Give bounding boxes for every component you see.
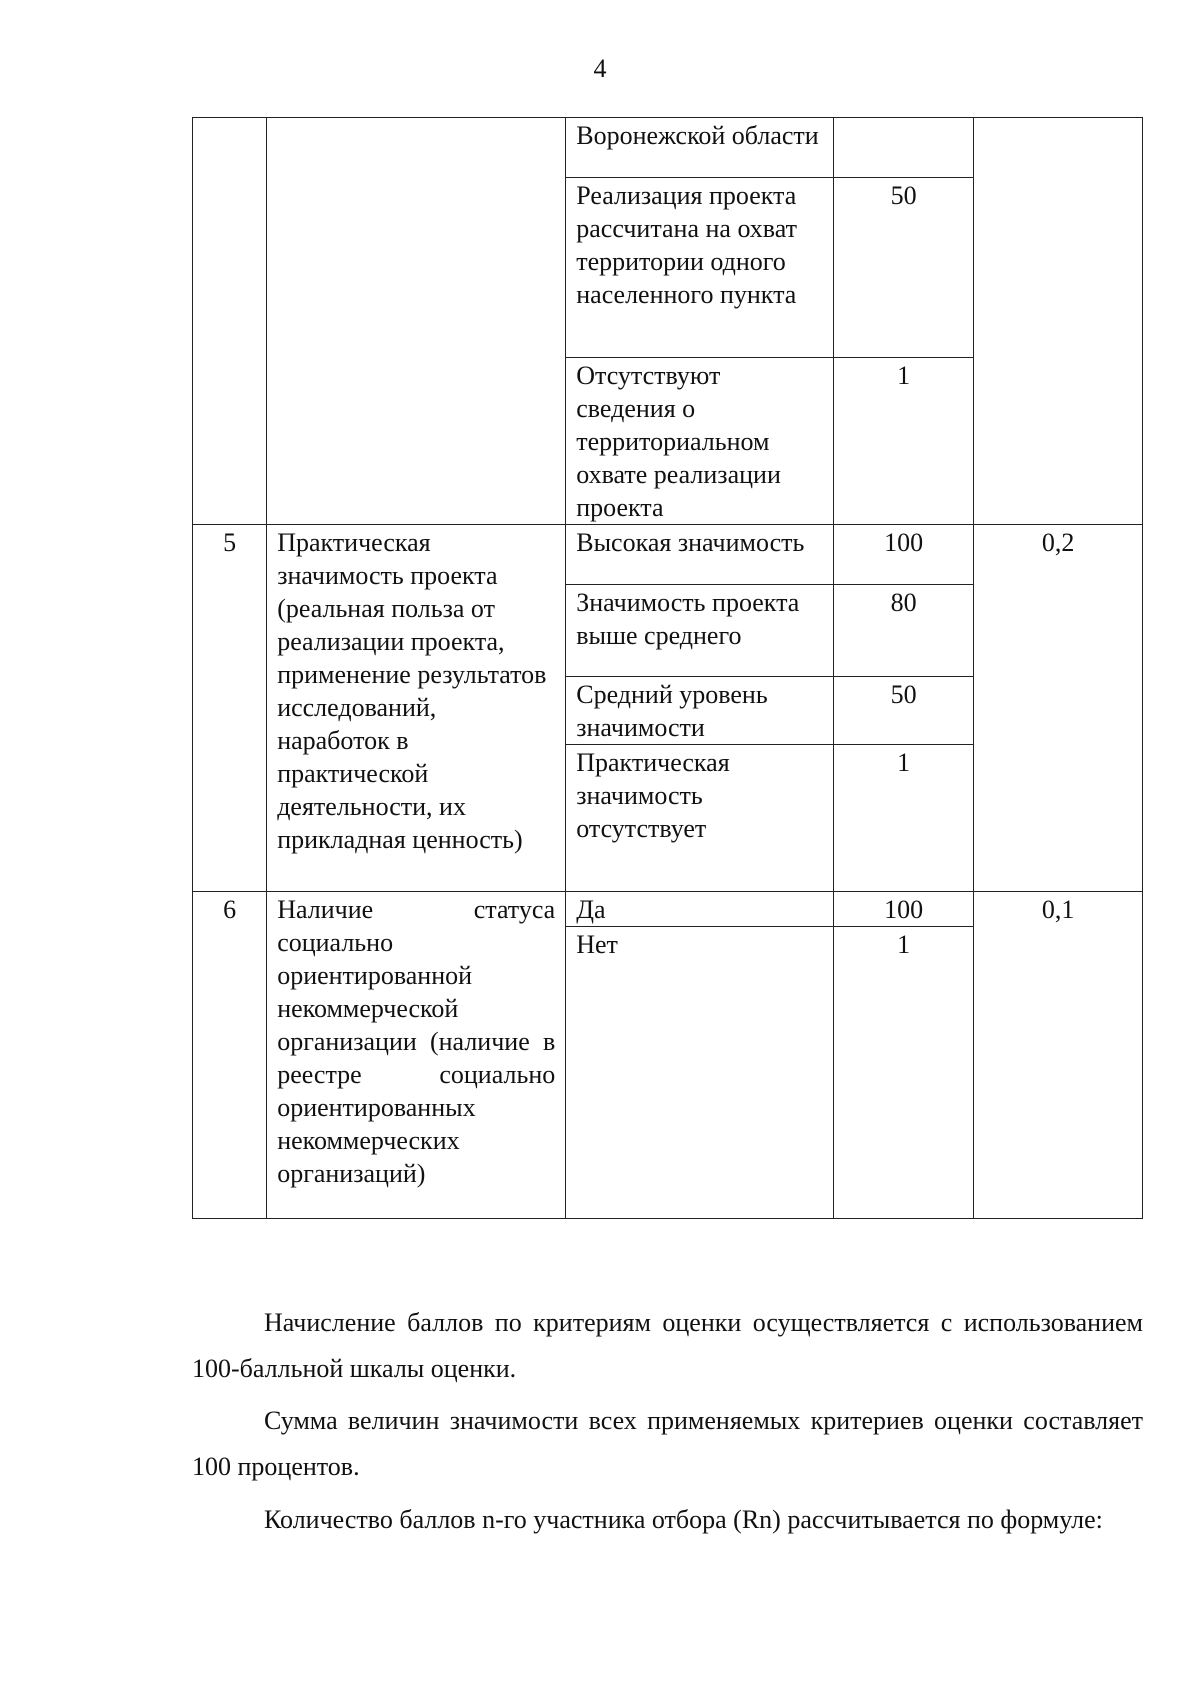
table-row bbox=[193, 892, 1143, 927]
paragraph-text: Сумма величин значимости всех применяемых критериев оценки составляет 100 процентов. bbox=[192, 1406, 1143, 1481]
option-label: Нет bbox=[566, 927, 834, 1219]
weight-cell: 0,2 bbox=[974, 525, 1143, 892]
table-row bbox=[193, 118, 1143, 178]
option-label: Практическая значимость отсутствует bbox=[566, 745, 834, 892]
paragraph bbox=[192, 1398, 1143, 1490]
paragraph bbox=[192, 1300, 1143, 1392]
row-number: 6 bbox=[193, 892, 267, 1219]
option-points: 100 bbox=[833, 892, 974, 927]
option-points: 1 bbox=[833, 745, 974, 892]
page-number: 4 bbox=[593, 54, 607, 83]
table-row bbox=[193, 525, 1143, 585]
paragraph-text: Количество баллов n-го участника отбора (Rn) рассчитывается по формуле: bbox=[264, 1505, 1103, 1534]
option-points: 50 bbox=[833, 677, 974, 745]
criterion-word: Наличие bbox=[277, 895, 374, 924]
row-number: 5 bbox=[193, 525, 267, 892]
row-number bbox=[193, 118, 267, 525]
criterion-first-line bbox=[277, 893, 555, 926]
criterion-cell bbox=[267, 892, 566, 1219]
weight-cell bbox=[974, 118, 1143, 525]
criterion-cell bbox=[267, 118, 566, 525]
option-points: 1 bbox=[833, 927, 974, 1219]
option-label: Отсутствуют сведения о территориальном охвате реализации проекта bbox=[566, 358, 834, 525]
paragraph bbox=[192, 1497, 1143, 1543]
option-label: Значимость проекта выше среднего bbox=[566, 585, 834, 677]
criterion-word: статуса bbox=[473, 895, 556, 924]
option-points: 50 bbox=[833, 178, 974, 358]
option-label: Воронежской области bbox=[566, 118, 834, 178]
paragraph-text: Начисление баллов по критериям оценки осуществляется с использованием 100-балльной шкалы оценки. bbox=[192, 1308, 1143, 1383]
option-points: 100 bbox=[833, 525, 974, 585]
criteria-table bbox=[192, 117, 1143, 1219]
option-points: 1 bbox=[833, 358, 974, 525]
option-label: Высокая значимость bbox=[566, 525, 834, 585]
weight-cell: 0,1 bbox=[974, 892, 1143, 1219]
option-label: Средний уровень значимости bbox=[566, 677, 834, 745]
option-label: Реализация проекта рассчитана на охват территории одного населенного пункта bbox=[566, 178, 834, 358]
option-points bbox=[833, 118, 974, 178]
option-points: 80 bbox=[833, 585, 974, 677]
criterion-cell: Практическая значимость проекта (реальная польза от реализации проекта, применение результатов исследований, наработок в практической деятельности, их прикладная ценность) bbox=[267, 525, 566, 892]
criterion-text: социально ориентированной некоммерческой организации (наличие в реестре социально ориентированных некоммерческих организаций) bbox=[277, 928, 556, 1188]
option-label: Да bbox=[566, 892, 834, 927]
